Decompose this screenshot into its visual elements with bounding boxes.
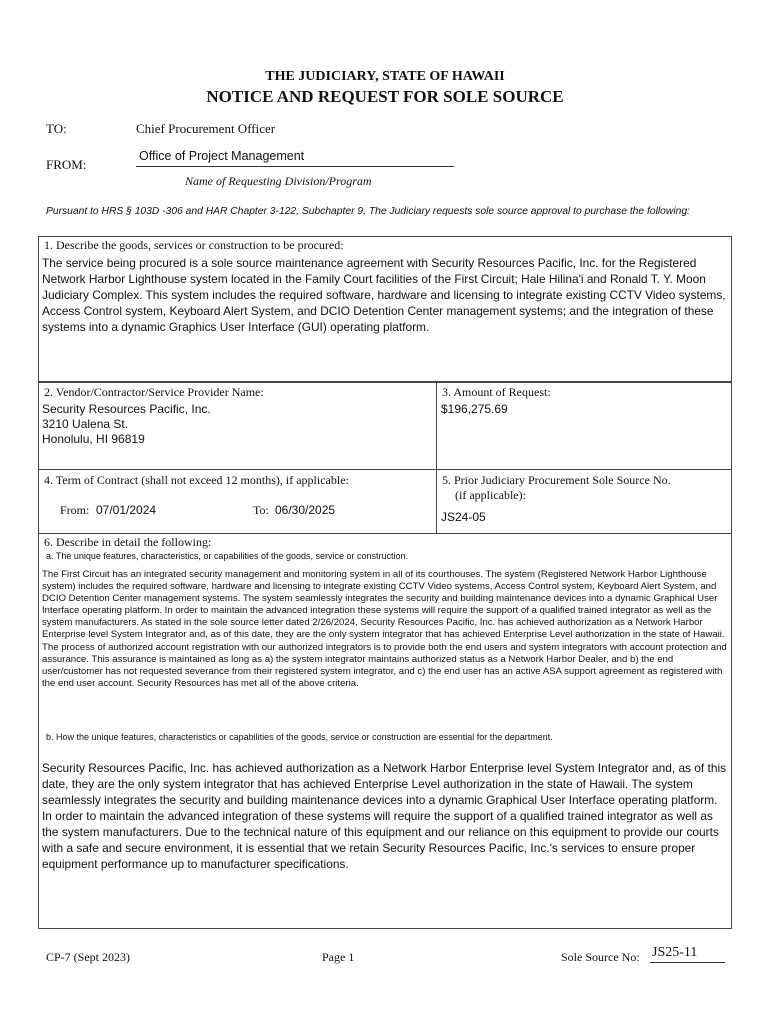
from-label: FROM:: [46, 157, 87, 172]
sole-source-value: JS25-11: [652, 945, 698, 960]
vendor-city[interactable]: Honolulu, HI 96819: [42, 432, 145, 446]
section-6b-label: b. How the unique features, characteristics or capabilities of the goods, service or construction are essential for the department.: [46, 732, 553, 742]
section-6-label: 6. Describe in detail the following:: [44, 535, 212, 549]
form-title: NOTICE AND REQUEST FOR SOLE SOURCE: [206, 87, 564, 106]
term-to-label: To:: [253, 503, 269, 517]
prior-sole-source-value[interactable]: JS24-05: [441, 510, 486, 524]
term-to-value[interactable]: 06/30/2025: [275, 503, 336, 517]
amount-value[interactable]: $196,275.69: [441, 402, 508, 416]
term-from-value[interactable]: 07/01/2024: [96, 503, 157, 517]
section-1-text[interactable]: The service being procured is a sole source maintenance agreement with Security Resources Pacific, Inc. for the Registered Network Harbor Lighthouse system located in the Family Court facilities of the First Circuit; Hale Hilina'i and Ronald T. Y. Moon Judiciary Complex. This system includes the required software, hardware and licensing to integrate existing CCTV Video systems, Access Control system, Keyboard Alert System, and DCIO Detention Center management systems; and the integration of these systems into a dynamic Graphics User Interface (GUI) operating platform.: [42, 256, 726, 334]
section-1-label: 1. Describe the goods, services or construction to be procured:: [44, 238, 344, 252]
from-value: Office of Project Management: [139, 149, 305, 163]
section-6a-text[interactable]: The First Circuit has an integrated security management and monitoring system in all of its courthouses. The system (Registered Network Harbor Lighthouse system) includes the required software, hardware and licensing to integrate existing CCTV Video systems, Access Control system, Keyboard Alert System, and DCIO Detention Center management systems. The system seamlessly integrates the security and building maintenance devices into a dynamic Graphical User Interface operating platform. In order to maintain the advanced integration these systems will require the support of a qualified trained integrator as well as the system manufacturers. As stated in the sole source letter dated 2/26/2024, Security Resources Pacific, Inc. has achieved authorization as a Network Harbor Enterprise level System Integrator and, as of this date, they are the only system integrator that has achieved Enterprise Level authorization in the state of Hawaii. The process of authorized account registration with our authorized integrators is to provide both the end users and system integrators with account protection and assurance. This assurance is maintained as long as a) the system integrator maintains authorized status as a Network Harbor Dealer, and b) the end user/customer has not requested severance from their registered system integrator, and c) the end user has an active ASA support agreement as registered with the end user account. Security Resources has met all of the above criteria.: [42, 569, 727, 689]
sole-source-field[interactable]: [650, 944, 725, 963]
vendor-street[interactable]: 3210 Ualena St.: [42, 417, 129, 431]
term-from-label: From:: [60, 503, 90, 517]
pursuant-statement: Pursuant to HRS § 103D -306 and HAR Chapter 3-122, Subchapter 9, The Judiciary requests sole source approval to purchase the following:: [46, 206, 690, 217]
form-id: CP-7 (Sept 2023): [46, 950, 130, 964]
section-5-sublabel: (if applicable):: [455, 488, 526, 502]
section-5-label: 5. Prior Judiciary Procurement Sole Source No.: [442, 473, 671, 487]
section-4-label: 4. Term of Contract (shall not exceed 12 months), if applicable:: [44, 473, 349, 487]
section-6b-text[interactable]: Security Resources Pacific, Inc. has achieved authorization as a Network Harbor Enterprise level System Integrator and, as of this date, they are the only system integrator that has achieved Enterprise Level authorization in the state of Hawaii. The system seamlessly integrates the security and building maintenance devices into a dynamic Graphical User Interface operating platform. In order to maintain the advanced integration of these systems will require the support of a qualified trained integrator as well as the system manufacturers. Due to the technical nature of this equipment and our reliance on this equipment to provide our courts with a safe and secure environment, it is essential that we retain Security Resources Pacific, Inc.'s services to ensure proper equipment performance up to manufacturer specifications.: [42, 761, 727, 871]
section-3-label: 3. Amount of Request:: [442, 385, 551, 399]
from-field[interactable]: [136, 148, 454, 167]
sole-source-label: Sole Source No:: [561, 950, 640, 964]
page-number: Page 1: [322, 950, 355, 964]
to-value: Chief Procurement Officer: [136, 121, 276, 136]
from-caption: Name of Requesting Division/Program: [185, 174, 372, 188]
vendor-name[interactable]: Security Resources Pacific, Inc.: [42, 402, 211, 416]
section-6a-label: a. The unique features, characteristics, or capabilities of the goods, service or construction.: [46, 551, 409, 561]
section-2-label: 2. Vendor/Contractor/Service Provider Name:: [44, 385, 264, 399]
agency-title: THE JUDICIARY, STATE OF HAWAII: [265, 69, 505, 84]
to-label: TO:: [46, 121, 67, 136]
